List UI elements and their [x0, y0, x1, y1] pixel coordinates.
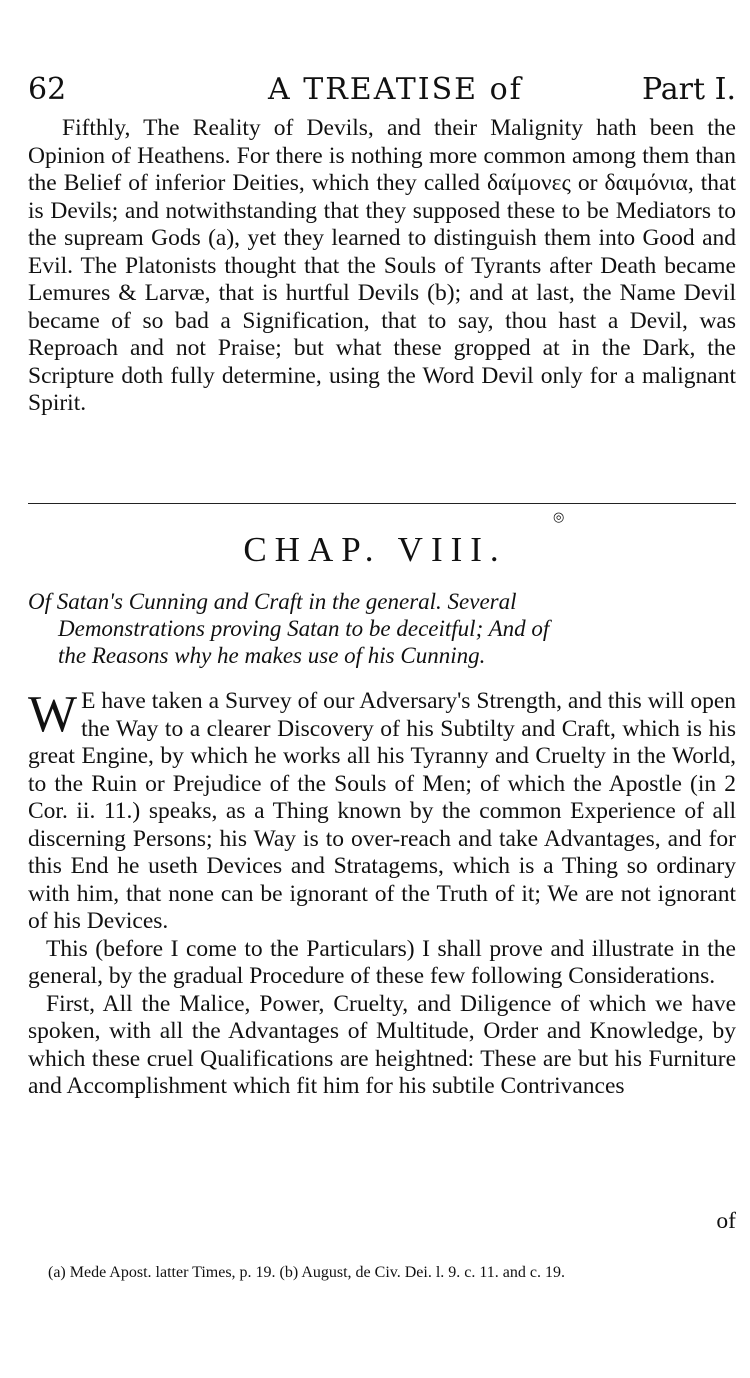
catchword: of: [716, 1208, 736, 1234]
paragraph-fifthly: Fifthly, The Reality of Devils, and their Malignity hath been the Opinion of Heathens. For there is nothing more common among them than the Belief of inferior Deities, which they called δαίμονες or δαιμόνια, that is Devils; and notwithstanding that they supposed these to be Mediators to the supream Gods (a), yet they learned to distinguish them into Good and Evil. The Platonists thought that the Souls of Tyrants after Death became Lemures & Larvæ, that is hurtful Devils (b); and at last, the Name Devil became of so bad a Signification, that to say, thou hast a Devil, was Reproach and not Praise; but what these gropped at in the Dark, the Scripture doth fully determine, using the Word Devil only for a malignant Spirit.: [28, 115, 736, 416]
drop-cap: W: [28, 686, 78, 743]
summary-line: Of Satan's Cunning and Craft in the general. Several: [28, 589, 517, 614]
running-header: [28, 72, 736, 112]
ornament-icon: ◎: [553, 510, 565, 525]
body-paragraph: First, All the Malice, Power, Cruelty, and Diligence of which we have spoken, with all the Advantages of Multitude, Order and Knowledge, by which these cruel Qualifications are heightned: These are but his Furniture and Accomplishment which fit him for his subtile Contrivances: [28, 990, 736, 1099]
section-divider: [28, 503, 736, 504]
running-title: A TREATISE of: [268, 72, 523, 107]
part-label: Part I.: [641, 72, 736, 107]
chapter-summary: [28, 588, 736, 669]
chapter-body: [28, 688, 736, 1101]
summary-line: Demonstrations proving Satan to be deceitful; And of: [58, 616, 550, 641]
summary-line: the Reasons why he makes use of his Cunning.: [58, 643, 486, 668]
page-number: 62: [28, 72, 67, 107]
footnote: (a) Mede Apost. latter Times, p. 19. (b) August, de Civ. Dei. l. 9. c. 11. and c. 19.: [48, 1264, 565, 1281]
body-paragraph: This (before I come to the Particulars) I shall prove and illustrate in the general, by the gradual Procedure of these few following Considerations.: [28, 935, 736, 989]
body-paragraph: [28, 688, 736, 936]
chapter-heading: CHAP. VIII.: [243, 530, 507, 569]
paragraph-text: E have taken a Survey of our Adversary's Strength, and this will open the Way to a clearer Discovery of his Subtilty and Craft, which is his great Engine, by which he works all his Tyranny and Cruelty in the World, to the Ruin or Prejudice of the Souls of Men; of which the Apostle (in 2 Cor. ii. 11.) speaks, as a Thing known by the common Experience of all discerning Persons; his Way is to over-reach and take Advantages, and for this End he useth Devices and Stratagems, which is a Thing so ordinary with him, that none can be ignorant of the Truth of it; We are not ignorant of his Devices.: [28, 688, 736, 934]
